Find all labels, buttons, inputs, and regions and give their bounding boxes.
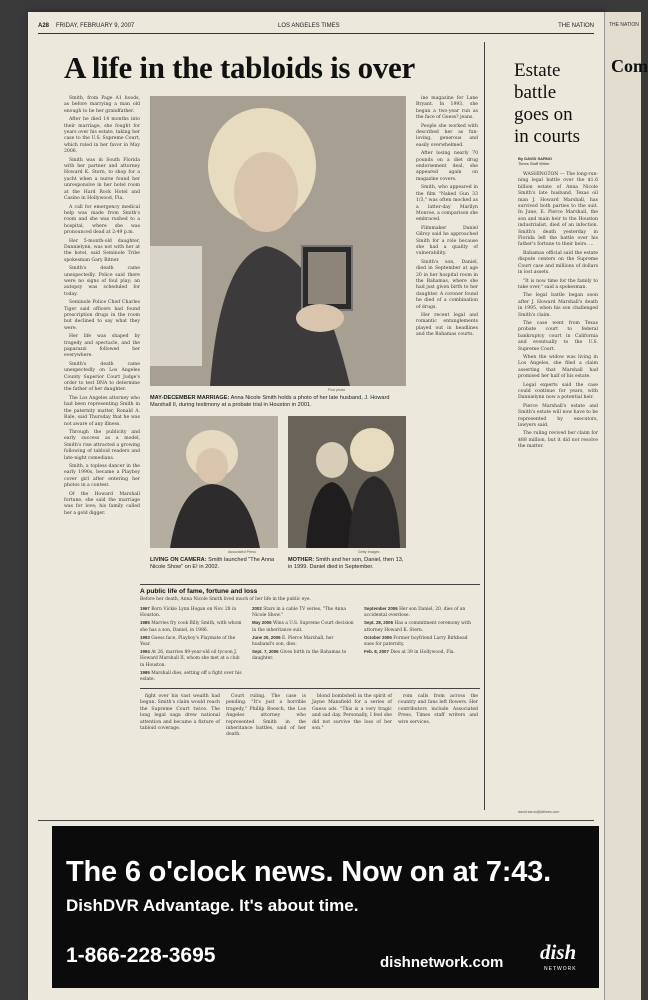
timeline-entry [364, 635, 476, 648]
timeline-date: June 20, 2006 [252, 634, 281, 640]
photo-left-credit: Associated Press [228, 550, 256, 554]
timeline-date: 1995 [140, 669, 150, 675]
timeline-title: A public life of fame, fortune and loss [140, 588, 258, 595]
dish-logo-subtext: NETWORK [544, 966, 577, 972]
timeline-intro: Before her death, Anna Nicole Smith lived much of her life in the public eye. [140, 597, 311, 602]
timeline-entry [140, 606, 244, 619]
timeline-entry [140, 670, 244, 683]
side-story-paragraph: "It is now time for the family to take over," said a spokesman. [518, 278, 598, 290]
timeline-text: At 26, marries 89-year-old oil tycoon J. Howard Marshall II, whom she met at a club in Houston. [140, 650, 240, 668]
photo-right-caption [288, 557, 408, 571]
side-story-paragraph: Bahamas official said the estate dispute centers on the Supreme Court case and millions of dollars in lost assets. [518, 250, 598, 276]
timeline-entry [252, 620, 356, 633]
side-story-paragraph: The legal battle began soon after J. Howard Marshall's death in 1995, when his son challenged Smith's claim. [518, 293, 598, 318]
side-story-paragraph: The case went from Texas probate court to federal bankruptcy court in California and eventually to the U.S. Supreme Court. [518, 320, 598, 352]
timeline-entry [364, 620, 476, 633]
side-headline-line: in courts [514, 126, 580, 147]
caption-label: LIVING ON CAMERA: [150, 557, 207, 563]
timeline-text: Gives birth in the Bahamas to daughter. [252, 650, 347, 662]
caption-text: Smith and her son, Daniel, then 13, in 1999. Daniel died in September. [288, 557, 404, 570]
side-story-paragraph: Pierce Marshall's estate and Smith's estate will now have to be represented by executors, lawyers said. [518, 403, 598, 429]
body-paragraph: Through the publicity and early success as a model, Smith's rise attracted a growing following of tabloid readers and late-night comedians. [64, 429, 140, 461]
adjacent-page [604, 12, 648, 1000]
dish-network-ad[interactable] [52, 826, 599, 988]
body-paragraph: After losing nearly 70 pounds on a diet drug endorsement deal, she appeared again on magazine covers. [416, 151, 478, 182]
timeline-text: Wins a U.S. Supreme Court decision in the inheritance suit. [252, 621, 354, 633]
lower-column-2 [226, 694, 306, 812]
timeline-entry [140, 635, 244, 648]
side-headline-line: Estate [514, 60, 561, 81]
timeline-date: Feb. 8, 2007 [364, 649, 389, 655]
dish-logo-text: dish [540, 940, 577, 964]
body-paragraph: Her life was shaped by tragedy and spectacle, and the paparazzi followed her everywhere. [64, 334, 140, 359]
ad-separator-rule [38, 820, 594, 821]
body-paragraph: Her 5-month-old daughter, Dannielynn, was not with her at the hotel, said Seminole Tribe spokesman Gary Bitner. [64, 238, 140, 263]
timeline-date: 1967 [140, 606, 150, 611]
timeline-entry [252, 606, 356, 619]
main-photo [150, 96, 406, 386]
timeline-text: Marshall dies, setting off a fight over his estate. [140, 670, 242, 683]
header-paper: LOS ANGELES TIMES [278, 23, 340, 29]
photo-mother [288, 416, 406, 548]
ad-subhead: DishDVR Advantage. It's about time. [66, 896, 359, 915]
body-paragraph: ine magazine for Lane Bryant. In 1993, she began a two-year run as the face of Guess? jeans. [416, 96, 478, 121]
ad-url[interactable]: dishnetwork.com [380, 954, 504, 971]
timeline-entry [140, 620, 244, 633]
portrait-illustration [150, 96, 406, 386]
page-number: A28 [38, 23, 50, 29]
timeline-entry [140, 649, 244, 669]
side-story-byline [518, 156, 552, 166]
timeline-date: 2002 [252, 606, 262, 611]
timeline-col-1 [140, 606, 244, 684]
body-paragraph: Of the Howard Marshall fortune, she said the marriage was for love; his family called her a gold digger. [64, 491, 140, 516]
caption-label: MAY-DECEMBER MARRIAGE: [150, 395, 230, 401]
adjacent-runhead: THE NATION [609, 22, 639, 28]
timeline-text: E. Pierce Marshall, her husband's son, dies. [252, 635, 334, 648]
body-paragraph: Her recent legal and romantic entanglements played out in headlines and the Bahamas courts. [416, 313, 478, 338]
timeline-date: Sept. 28, 2006 [364, 620, 394, 626]
side-story-paragraph: The ruling revived her claim for $88 million, but it did not resolve the matter. [518, 431, 598, 450]
body-paragraph: Smith's son, Daniel, died in September at age 20 in her hospital room in the Bahamas, where she had just given birth to her daughter. A coroner found he died of a combination of drugs. [416, 259, 478, 310]
body-paragraph: Court ruling. The case is pending. "It's just a horrible tragedy," Phillip Boesch, the Los Angeles attorney who represented Smith in the inheritance battles, said of her death. [226, 694, 306, 738]
timeline-entry [364, 649, 476, 656]
body-paragraph: The Los Angeles attorney who had been representing Smith in the paternity matter, Ronald A. Rale, said Thursday that he was not aware of any illness. [64, 395, 140, 427]
byline-affiliation: Times Staff Writer [518, 161, 550, 166]
body-paragraph: A call for emergency medical help was made from Smith's room and she was rushed to a hospital, where she was pronounced dead at 2:49 p.m. [64, 204, 140, 236]
timeline-text: Guess face, Playboy's Playmate of the Year. [140, 635, 236, 648]
body-paragraph: blond bombshell in the spirit of Jayne Mansfield for a series of Guess ads. "This is a very tragic and sad day. Personally, I feel she did not survive the loss of her son." [312, 694, 392, 732]
side-story-paragraph: Legal experts said the case could continue for years, with Dannielynn now a potential heir. [518, 382, 598, 401]
byline-name: By DAVID SARNO [518, 156, 552, 161]
body-paragraph: Seminole Police Chief Charles Tiger said officers had found prescription drugs in the room but declined to say what they were. [64, 300, 140, 331]
adjacent-headline-fragment: Com [611, 56, 648, 76]
body-paragraph: Smith was in South Florida with her partner and attorney Howard K. Stern, to shop for a yacht when a nurse found her unresponsive in her hotel room at the Hard Rock Hotel and Casino in Hollywood, Fla. [64, 157, 140, 202]
timeline-date: October 2006 [364, 634, 392, 640]
ad-phone[interactable]: 1-866-228-3695 [66, 944, 216, 967]
timeline-date: 1993 [140, 634, 150, 640]
header-section: THE NATION [558, 23, 594, 29]
photo-illustration [150, 416, 278, 548]
timeline-bottom-rule [140, 688, 480, 689]
body-paragraph: Smith, from Page A1 hoods, as before marrying a man old enough to be her grandfather. [64, 96, 140, 114]
timeline-text: Born Vickie Lynn Hogan on Nov. 28 in Houston. [140, 607, 237, 619]
body-paragraph: People she worked with described her as fun-loving, generous and easily overwhelmed. [416, 123, 478, 148]
body-paragraph: Smith's death came unexpectedly on Los Angeles County Superior Court Judge's order to test DNA to determine the father of her daughter. [64, 361, 140, 393]
timeline-col-3 [364, 606, 476, 657]
timeline-entry [364, 606, 476, 619]
photo-illustration [288, 416, 406, 548]
lower-column-3 [312, 694, 392, 812]
timeline-text: Former boyfriend Larry Birkhead sues for paternity. [364, 635, 468, 648]
side-headline-line: goes on [514, 104, 573, 125]
body-paragraph: Smith's death came unexpectedly. Police said there were no signs of foul play; an autopsy was scheduled for today. [64, 266, 140, 297]
body-paragraph: Smith, who appeared in the film "Naked Gun 33 1/3," was often mocked as a latter-day Marilyn Monroe, a comparison she embraced. [416, 185, 478, 223]
caption-text: Anna Nicole Smith holds a photo of her late husband, J. Howard Marshall II, during testimony at a probate trial in Houston in 2001. [150, 395, 390, 408]
body-paragraph: fight over his vast wealth had begun. Smith's claim would reach the Supreme Court twice. The long legal saga drew national attention and became a fixture of tabloid coverage. [140, 694, 220, 732]
caption-label: MOTHER: [288, 557, 315, 563]
side-story-paragraph: When the widow was living in Los Angeles, she filed a claim asserting that Marshall had promised her half of his estate. [518, 354, 598, 380]
main-photo-caption [150, 395, 406, 409]
timeline-text: Her son Daniel, 20, dies of an accidental overdose. [364, 607, 466, 619]
timeline-date: Sept. 7, 2006 [252, 649, 279, 655]
side-story-body [518, 172, 598, 806]
side-story-paragraph: WASHINGTON — The long-run-ning legal battle over the $1.6 billion estate of Anna Nicole Smith's late husband, Texas oil man J. Howard Marshall, has survived both parties to the suit. In June, E. Pierce Marshall, the son and main heir to the Houston industrialist, died of an infection. Smith's death yesterday in Florida left the battle over his father's fortune to their heirs. ... [518, 172, 598, 248]
photo-left-caption [150, 557, 278, 571]
timeline-date: 1994 [140, 649, 150, 655]
timeline-entry [252, 649, 356, 662]
ad-headline: The 6 o'clock news. Now on at 7:43. [66, 856, 551, 888]
header-date: FRIDAY, FEBRUARY 9, 2007 [56, 23, 135, 29]
timeline-date: 1985 [140, 620, 150, 626]
left-column [64, 96, 140, 816]
main-photo-credit: Pool photo [328, 388, 346, 392]
timeline-entry [252, 635, 356, 648]
side-story-headline [514, 60, 602, 148]
timeline-text: Dies at 39 in Hollywood, Fla. [390, 650, 455, 656]
main-headline: A life in the tabloids is over [64, 50, 415, 85]
center-column [416, 96, 478, 574]
timeline-text: Marries fry cook Billy Smith, with whom she has a son, Daniel, in 1986. [140, 621, 242, 633]
timeline-text: Stars in a cable TV series, "The Anna Nicole Show." [252, 607, 346, 619]
photo-right-credit: Getty Images [358, 550, 380, 554]
column-rule [484, 42, 485, 810]
dish-logo [536, 934, 592, 976]
timeline-top-rule [140, 584, 480, 585]
running-header [38, 21, 594, 34]
timeline-date: May 2006 [252, 620, 272, 626]
timeline-date: September 2006 [364, 606, 398, 611]
side-headline-line: battle [514, 82, 557, 103]
timeline-text: Has a commitment ceremony with attorney Howard K. Stern. [364, 621, 471, 633]
body-paragraph: After he died 14 months into their marriage, she fought for years over his estate, taking her case to the U.S. Supreme Court, which ruled in her favor in May 2006. [64, 117, 140, 155]
body-paragraph: Smith, a topless dancer in the early 1990s, became a Playboy cover girl after entering her photos in a contest. [64, 463, 140, 489]
lower-column-1 [140, 694, 220, 812]
photo-living-on-camera [150, 416, 278, 548]
body-paragraph: Filmmaker Daniel Gilroy said he approached Smith for a role because she had a quality of vulnerability. [416, 225, 478, 257]
lower-column-4 [398, 694, 478, 812]
caption-text: Smith launched "The Anna Nicole Show" on E! in 2002. [150, 557, 275, 570]
body-paragraph: rom calls from across the country and fans left flowers. Her contributors include Associated Press, Times staff writers and wire services. [398, 694, 478, 725]
timeline-col-2 [252, 606, 356, 664]
side-story-email: david.sarno@latimes.com [518, 810, 560, 814]
